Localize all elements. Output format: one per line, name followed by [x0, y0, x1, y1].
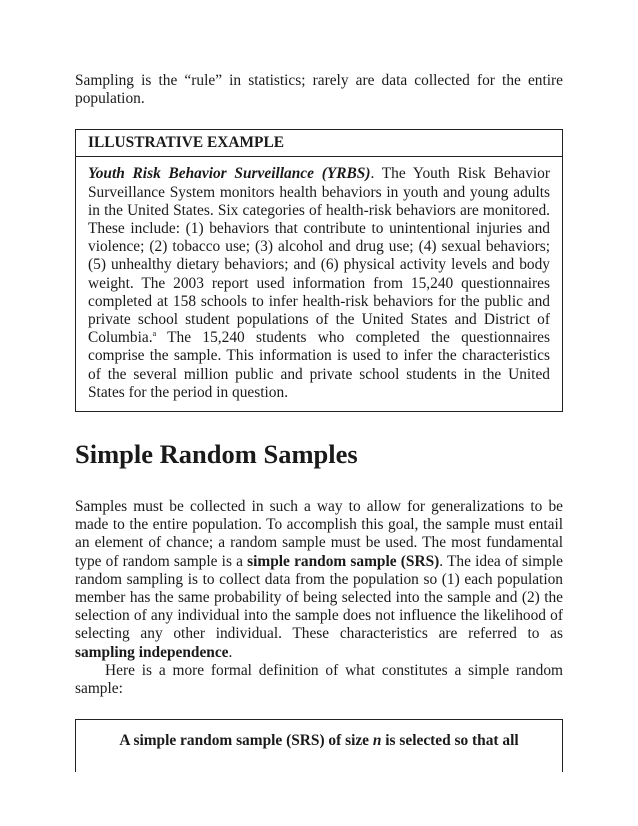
definition-text-a: A simple random sample (SRS) of size [119, 732, 373, 750]
para1-text-a: Samples must be collected in such a way to allow for generalizations to be made to the entire population. To accomplish this goal, the sample must entail an element of chance; a random sample must be used. The most fundamental type of random sample is a [75, 498, 563, 570]
illustrative-example-box [75, 129, 563, 412]
example-lead-title: Youth Risk Behavior Surveillance (YRBS) [88, 165, 371, 183]
page-content [75, 72, 563, 772]
example-heading: ILLUSTRATIVE EXAMPLE [76, 130, 562, 157]
definition-text [119, 732, 518, 749]
definition-text-b: is selected so that all [381, 732, 519, 750]
para1-text-b: . The idea of simple random sampling is to collect data from the population so (1) each population member has the same probability of being selected into the sample and (2) the selection of any individual into the sample does not influence the likelihood of selecting any other individual. These characteristics are referred to as [75, 552, 563, 643]
para1-text-c: . [228, 643, 233, 661]
section-title: Simple Random Samples [75, 439, 358, 470]
section-paragraph-2: Here is a more formal definition of what constitutes a simple random sample: [75, 661, 563, 698]
example-body-part2: The 15,240 students who completed the questionnaires comprise the sample. This information is used to infer the characteristics of the several million public and private school students in the United States for the period in question. [88, 329, 550, 401]
section-paragraph-1 [75, 498, 563, 662]
term-sampling-independence: sampling independence [75, 643, 229, 661]
footnote-marker: a [152, 329, 157, 339]
definition-variable: n [372, 732, 382, 750]
definition-box [75, 719, 563, 772]
example-body [88, 165, 550, 402]
example-body-part1: . The Youth Risk Behavior Surveillance System monitors health behaviors in youth and young adults in the United States. Six categories of health-risk behaviors are monitored. These include: (1) behaviors that contribute to unintentional injuries and violence; (2) tobacco use; (3) alcohol and drug use; (4) sexual behaviors; (5) unhealthy dietary behaviors; and (6) physical activity levels and body weight. The 2003 report used information from 15,240 questionnaires completed at 158 schools to infer health-risk behaviors for the public and private school student populations of the United States and District of Columbia. [88, 165, 550, 347]
term-simple-random-sample: simple random sample (SRS) [247, 552, 440, 570]
intro-paragraph: Sampling is the “rule” in statistics; rarely are data collected for the entire population. [75, 72, 563, 108]
